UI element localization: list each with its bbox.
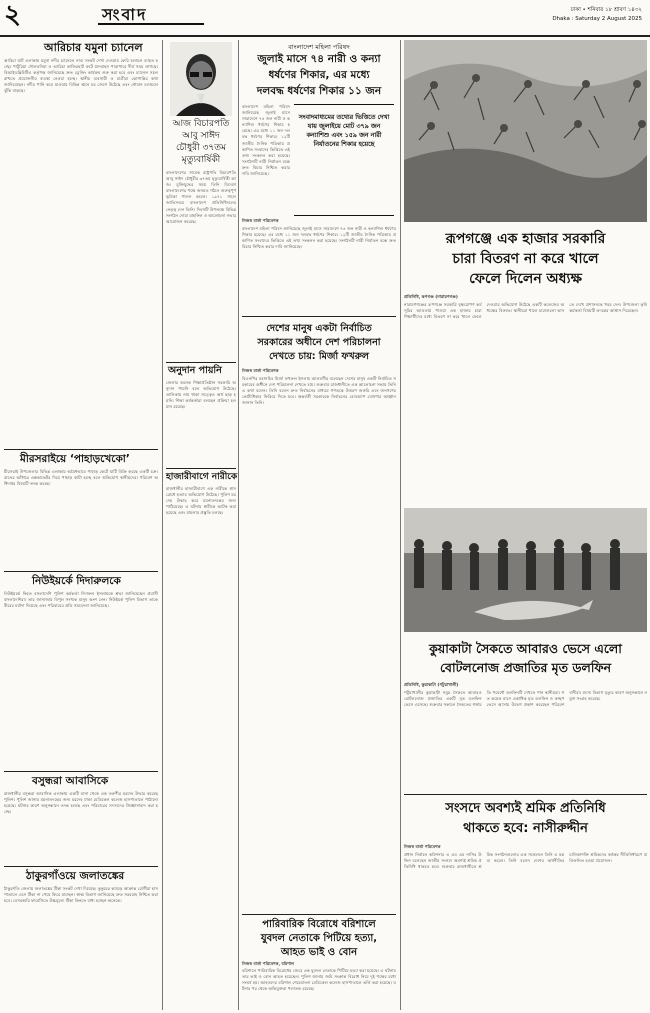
fakhrul-byline: নিজস্ব বার্তা পরিবেশক: [242, 368, 279, 373]
kuakata-headline-1: কুয়াকাটা সৈকতে আবারও ভেসে এলো: [429, 641, 622, 656]
obituary-headline-4: মৃত্যুবার্ষিকী: [181, 155, 221, 165]
column-divider: [400, 40, 401, 1010]
barishal-body: বরিশালে পারিবারিক বিরোধের জেরে এক যুবদল নেতাকে পিটিয়ে হত্যা করা হয়েছে। এ ঘটনায় তার ভাই ও বোন আহত হয়েছেন। পুলিশ জানায় জমি সংক্রান্ত বিরোধ নিয়ে দুই পক্ষের মধ্যে সংঘর্ষ হয়। আহতদের বরিশাল শেরেবাংলা মেডিকেল কলেজ হাসপাতালে ভর্তি করা হয়েছে। ঘটনার পর থেকে অভিযুক্তরা পলাতক রয়েছে।: [242, 968, 396, 992]
mirsarai-body: মীরসরাই উপজেলার বিভিন্ন এলাকায় অবৈধভাবে পাহাড় কেটে মাটি বিক্রি করছে একটি চক্র। রাতের আঁধারে এক্সকাভেটর দিয়ে পাহাড় কাটা হচ্ছে বলে অভিযোগ স্থানীয়দের। পরিবেশ অধিদপ্তর বিষয়টি তদন্ত করছে।: [4, 469, 158, 487]
obituary-headline-2: আবু সাঈদ: [182, 131, 220, 141]
nasiruddin-byline: নিজস্ব বার্তা পরিবেশক: [404, 844, 441, 849]
women-council-body: বাংলাদেশ মহিলা পরিষদ জানিয়েছে জুলাই মাসে সারাদেশে ৭৪ জন নারী ও কন্যাশিশু ধর্ষণের শিকার হয়েছে। এর মধ্যে ১১ জন দলবদ্ধ ধর্ষণের শিকার। ১২টি জাতীয় দৈনিক পত্রিকায় প্রকাশিত সংবাদের ভিত্তিতে এই তথ্য সংকলন করা হয়েছে। সংগঠনটি নারী নির্যাতন বন্ধে দ্রুত বিচার নিশ্চিত করার দাবি জানিয়েছে।: [242, 226, 396, 250]
section-rule: [166, 362, 236, 363]
obituary-portrait: [170, 42, 232, 116]
women-council-byline: নিজস্ব বার্তা পরিবেশক: [242, 218, 279, 223]
section-rule: [404, 794, 647, 795]
section-rule: [166, 468, 236, 469]
kuakata-photo: [404, 508, 647, 632]
rupganj-headline-1: রূপগঞ্জে এক হাজার সরকারি: [445, 231, 606, 247]
fakhrul-body: বিএনপির মহাসচিব মির্জা ফখরুল ইসলাম আলমগীর বলেছেন দেশের মানুষ একটি নির্বাচিত সরকারের অধীনে দেশ পরিচালনা দেখতে চায়। শুক্রবার রাজধানীতে এক আলোচনা সভায় তিনি এ কথা বলেন। তিনি বলেন দ্রুত নির্বাচনের মাধ্যমে গণতন্ত্রে উত্তরণ জরুরি এবং জনগণের ভোটাধিকার ফিরিয়ে দিতে হবে। অন্তর্বর্তী সরকারকে নির্বাচনের রোডম্যাপ ঘোষণার আহ্বান জানান তিনি।: [242, 376, 396, 406]
bosundhara-headline: বসুন্ধরা আবাসিকে: [32, 775, 109, 787]
women-council-headline-1: জুলাই মাসে ৭৪ নারী ও কন্যা: [257, 53, 381, 65]
kuakata-headline-2: বোটলনোজ প্রজাতির মৃত ডলফিন: [439, 660, 612, 675]
rupganj-photo: [404, 40, 647, 222]
nasiruddin-headline-2: থাকতে হবে: নাসীরুদ্দীন: [463, 821, 588, 836]
hazaribagh-body: রাজধানীর হাজারীবাগে এক নারীকে শ্বাসরোধে হত্যার অভিযোগ উঠেছে। পুলিশ মরদেহ উদ্ধার করে ময়নাতদন্তের জন্য পাঠিয়েছে। এ ঘটনায় স্বামীকে আটক করা হয়েছে এবং মামলার প্রস্তুতি চলছে।: [166, 486, 236, 516]
saplings-in-canal-icon: [404, 40, 647, 222]
jamuna-body: আরিচা ঘাট এলাকায় যমুনা নদীর চ্যানেলে নাব্য সংকট দেখা দেওয়ায় ফেরি চলাচল ব্যাহত হচ্ছে। পাটুরিয়া দৌলতদিয়া ও আরিচা কাজিরহাট রুটে যানবাহন পারাপারে দীর্ঘ সময় লাগছে। বিআইডব্লিউটিএ কর্তৃপক্ষ জানিয়েছে দ্রুত ড্রেজিং কার্যক্রম শুরু করা হবে এবং চ্যানেল সচল রাখতে প্রয়োজনীয় ব্যবস্থা নেওয়া হচ্ছে। স্থানীয় ব্যবসায়ী ও যাত্রীরা ভোগান্তির কথা জানিয়েছেন। নদীর পানি কমে যাওয়ায় বিভিন্ন স্থানে চর জেগে উঠেছে এবং নৌযান চলাচলে ঝুঁকি বাড়ছে।: [4, 58, 158, 94]
barishal-headline-3: আহত ভাই ও বোন: [280, 947, 358, 958]
women-council-quote-box: [294, 104, 394, 216]
women-council-body-left: বাংলাদেশ মহিলা পরিষদ জানিয়েছে জুলাই মাসে সারাদেশে ৭৪ জন নারী ও কন্যাশিশু ধর্ষণের শিকার হয়েছে। এর মধ্যে ১১ জন দলবদ্ধ ধর্ষণের শিকার। ১২টি জাতীয় দৈনিক পত্রিকায় প্রকাশিত সংবাদের ভিত্তিতে এই তথ্য সংকলন করা হয়েছে। সংগঠনটি নারী নির্যাতন বন্ধে দ্রুত বিচার নিশ্চিত করার দাবি জানিয়েছে।: [242, 104, 290, 177]
women-council-quote: সংবাদমাধ্যমের তথ্যের ভিত্তিতে দেখা যায় জুলাইয়ে মোট ৩৭৯ জন কন্যাশিশু এবং ১৫৯ জন নারী নির্যাতনের শিকার হয়েছে: [298, 114, 390, 148]
section-rule: [4, 866, 158, 867]
rupganj-byline: প্রতিনিধি, রূপগঞ্জ (নারায়ণগঞ্জ): [404, 294, 458, 299]
dateline-bn: ঢাকা • শনিবার ১৮ শ্রাবণ ১৪৩২: [570, 7, 642, 13]
women-council-headline-3: দলবদ্ধ ধর্ষণের শিকার ১১ জন: [256, 85, 382, 97]
barishal-byline: নিজস্ব বার্তা পরিবেশক, বরিশাল: [242, 961, 295, 966]
portrait-icon: [170, 42, 232, 116]
women-council-headline-2: ধর্ষণের শিকার, এর মধ্যে: [268, 69, 370, 81]
kuakata-body: পটুয়াখালীর কুয়াকাটা সমুদ্র সৈকতে আবারও বোটলনোজ প্রজাতির একটি মৃত ডলফিন ভেসে এসেছে। শুক্রবার সকালে সৈকতের গঙ্গামতি পয়েন্টে ডলফিনটি দেখতে পান স্থানীয়রা। গত কয়েক মাসে একাধিক মৃত ডলফিন ও কচ্ছপ ভেসে আসায় উদ্বেগ প্রকাশ করেছেন পরিবেশবাদীরা। মৎস্য বিভাগ মৃত্যুর কারণ অনুসন্ধানে নমুনা সংগ্রহ করেছে।: [404, 690, 647, 708]
anudan-body: জেলার অনেক শিক্ষাপ্রতিষ্ঠান সরকারি অনুদান পায়নি বলে অভিযোগ উঠেছে। তালিকায় নাম থাকা সত্ত্বেও অর্থ ছাড় হয়নি। শিক্ষা কর্মকর্তারা বলছেন প্রক্রিয়া চলমান রয়েছে।: [166, 380, 236, 410]
section-rule: [4, 449, 158, 450]
rupganj-body: নারায়ণগঞ্জের রূপগঞ্জে সরকারি বৃক্ষরোপণ কর্মসূচির আওতায় পাওয়া এক হাজার চারা শিক্ষার্থীদের মধ্যে বিতরণ না করে খালে ফেলে দেওয়ার অভিযোগ উঠেছে একটি কলেজের অধ্যক্ষের বিরুদ্ধে। স্থানীয়রা খালে চারাগুলো ভাসতে দেখে প্রশাসনকে খবর দেন। উপজেলা কৃষি কর্মকর্তা বিষয়টি তদন্তের আশ্বাস দিয়েছেন।: [404, 302, 647, 320]
column-divider: [238, 40, 239, 1010]
masthead-rule: [0, 35, 650, 37]
fakhrul-headline-1: দেশের মানুষ একটা নির্বাচিত: [266, 323, 372, 334]
column-divider: [162, 40, 163, 1010]
nasiruddin-body: প্রধান নির্বাচন কমিশনার এ এম এম নাসির উদ্দিন বলেছেন জাতীয় সংসদে অবশ্যই শ্রমিক প্রতিনিধি থাকতে হবে। শুক্রবার রাজধানীতে শ্রমিক সংগঠনগুলোর এক সম্মেলনে তিনি এ মন্তব্য করেন। তিনি বলেন দেশের অর্থনীতির চালিকাশক্তি শ্রমিকদের কণ্ঠস্বর নীতিনির্ধারণে প্রতিফলিত হওয়া প্রয়োজন।: [404, 852, 647, 870]
masthead-logo: [96, 5, 206, 29]
women-council-kicker: বাংলাদেশ মহিলা পরিষদ: [288, 43, 350, 51]
obituary-body: বাংলাদেশের সাবেক রাষ্ট্রপতি বিচারপতি আবু সাঈদ চৌধুরীর ৩৭তম মৃত্যুবার্ষিকী আজ। মুক্তিযুদ্ধের সময় তিনি বিদেশে বাংলাদেশের পক্ষে জনমত গঠনে গুরুত্বপূর্ণ ভূমিকা পালন করেন। ১৯৭১ সালে জাতিসংঘে বাংলাদেশ প্রতিনিধিদলের নেতৃত্ব দেন তিনি। দিবসটি উপলক্ষে বিভিন্ন সংগঠন দোয়া মাহফিল ও আলোচনা সভার আয়োজন করেছে।: [166, 170, 236, 224]
barishal-headline-2: যুবদল নেতাকে পিটিয়ে হত্যা,: [260, 933, 378, 944]
bosundhara-body: রাজধানীর বসুন্ধরা আবাসিক এলাকায় একটি বাসা থেকে এক তরুণীর মরদেহ উদ্ধার করেছে পুলিশ। পুলিশ জানায় ময়নাতদন্তের জন্য মরদেহ ঢাকা মেডিকেল কলেজ হাসপাতালে পাঠানো হয়েছে। ঘটনার কারণ অনুসন্ধানে তদন্ত চলছে এবং পরিবারের সদস্যদের জিজ্ঞাসাবাদ করা হচ্ছে।: [4, 791, 158, 815]
masthead-logo-text: সংবাদ: [102, 5, 148, 24]
rupganj-headline-3: ফেলে দিলেন অধ্যক্ষ: [469, 271, 582, 287]
thakurgaon-body: ঠাকুরগাঁও জেলায় জলাতঙ্কের টিকা সংকট দেখা দিয়েছে। কুকুরের কামড়ে আক্রান্ত রোগীরা হাসপাতালে এসে টিকা না পেয়ে ফিরে যাচ্ছেন। স্বাস্থ্য বিভাগ জানিয়েছে দ্রুত সরবরাহ নিশ্চিত করা হবে। বেসরকারি ফার্মেসিতে উচ্চমূল্যে টিকা কিনতে বাধ্য হচ্ছেন অনেকে।: [4, 886, 158, 904]
jamuna-headline: আরিচার যমুনা চ্যানেল: [44, 41, 143, 54]
kuakata-byline: প্রতিনিধি, কুয়াকাটা (পটুয়াখালী): [404, 682, 459, 687]
barishal-headline-1: পারিবারিক বিরোধে বরিশালে: [262, 919, 376, 930]
nasiruddin-headline-1: সংসদে অবশ্যই শ্রমিক প্রতিনিধি: [445, 801, 606, 816]
mirsarai-headline: মীরসরাইয়ে ‘পাহাড়খেকো’: [20, 453, 130, 465]
page-number: ২: [4, 0, 21, 30]
fakhrul-headline-2: সরকারের অধীনে দেশ পরিচালনা: [257, 337, 381, 348]
obituary-headline-3: চৌধুরী ৩৭তম: [176, 143, 226, 153]
anudan-headline: অনুদান পায়নি: [168, 365, 222, 376]
section-rule: [4, 571, 158, 572]
section-rule: [242, 316, 396, 317]
obituary-headline-1: আজ বিচারপতি: [172, 119, 230, 129]
newyork-headline: নিউইয়র্কে দিদারুলকে: [32, 575, 121, 587]
newyork-body: নিউইয়র্কে নিহত বাংলাদেশি পুলিশ কর্মকর্তা দিদারুল ইসলামকে শ্রদ্ধা জানিয়েছেন প্রবাসী বাংলাদেশিরা। তার জানাজায় বিপুল সংখ্যক মানুষ অংশ নেন। নিউইয়র্ক পুলিশ বিভাগ তাকে বীরের মর্যাদা দিয়েছে এবং পরিবারের প্রতি সমবেদনা জানিয়েছে।: [4, 591, 158, 609]
fakhrul-headline-3: দেখতে চায়: মির্জা ফখরুল: [268, 351, 370, 362]
thakurgaon-headline: ঠাকুরগাঁওয়ে জলাতঙ্কের: [26, 870, 125, 882]
dolphin-on-beach-icon: [404, 508, 647, 632]
section-rule: [242, 914, 396, 915]
dateline-en: Dhaka : Saturday 2 August 2025: [552, 16, 642, 22]
rupganj-headline-2: চারা বিতরণ না করে খালে: [452, 251, 599, 267]
section-rule: [4, 771, 158, 772]
hazaribagh-headline: হাজারীবাগে নারীকে: [166, 472, 238, 482]
